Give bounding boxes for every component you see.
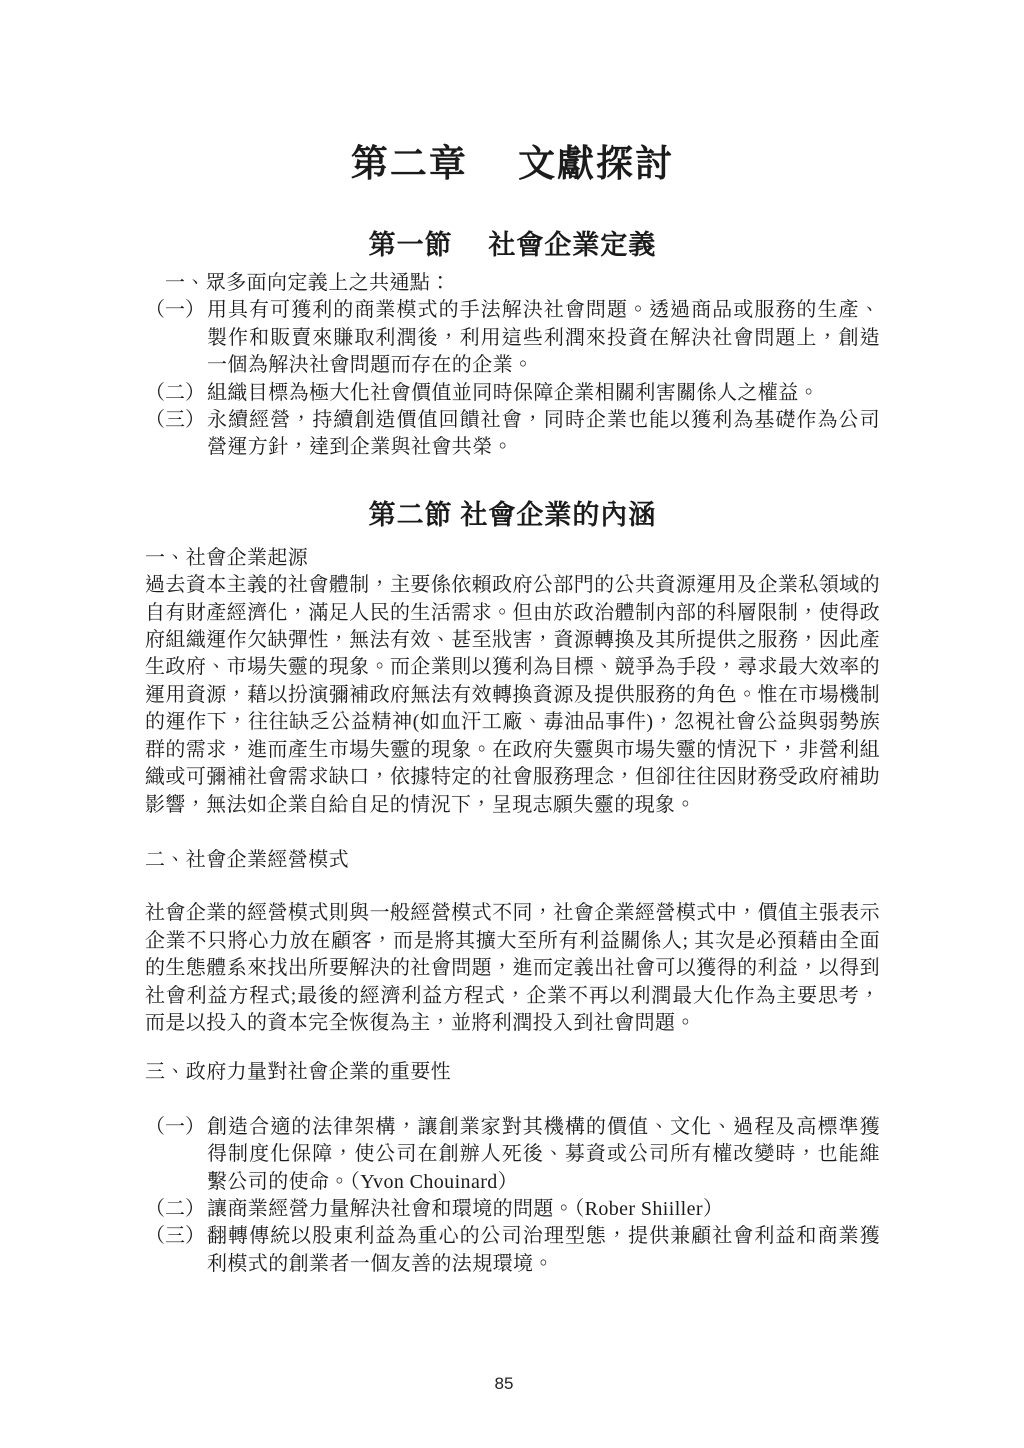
item-text: 翻轉傳統以股東利益為重心的公司治理型態，提供兼顧社會利益和商業獲利模式的創業者一個友善的法規環境。 (207, 1225, 880, 1275)
item-label: （三） (145, 409, 205, 432)
section-1-intro: 一、眾多面向定義上之共通點： (165, 272, 451, 294)
section-2-items (145, 1114, 880, 1278)
item-text: 用具有可獲利的商業模式的手法解決社會問題。透過商品或服務的生產、製作和販賣來賺取利潤後，利用這些利潤來投資在解決社會問題上，創造一個為解決社會問題而存在的企業。 (207, 299, 880, 377)
item-label: （一） (145, 1115, 205, 1138)
list-item (145, 380, 880, 407)
chapter-title: 第二章 文獻探討 (350, 144, 675, 185)
section-1-items (145, 297, 880, 461)
subsection-heading-government: 三、政府力量對社會企業的重要性 (145, 1061, 451, 1084)
subsection-heading-origin: 一、社會企業起源 (145, 546, 309, 569)
section-1-title: 第一節 社會企業定義 (368, 230, 657, 260)
item-label: （二） (145, 381, 205, 404)
list-item (145, 297, 880, 379)
list-item (145, 1114, 880, 1196)
page-content (145, 0, 880, 1278)
item-text: 永續經營，持續創造價值回饋社會，同時企業也能以獲利為基礎作為公司營運方針，達到企業與社會共榮。 (207, 409, 880, 459)
list-item (145, 407, 880, 462)
item-text: 讓商業經營力量解決社會和環境的問題。（Rober Shiiller） (207, 1197, 724, 1220)
list-item (145, 1196, 880, 1223)
list-item (145, 1223, 880, 1278)
item-text: 組織目標為極大化社會價值並同時保障企業相關利害關係人之權益。 (207, 381, 819, 404)
item-label: （一） (145, 299, 205, 322)
subsection-heading-business-model: 二、社會企業經營模式 (145, 848, 349, 871)
item-text: 創造合適的法律架構，讓創業家對其機構的價值、文化、過程及高標準獲得制度化保障，使公司在創辦人死後、募資或公司所有權改變時，也能維繫公司的使命。（Yvon Chouinard） (207, 1115, 880, 1193)
item-label: （三） (145, 1225, 205, 1248)
page-number: 85 (494, 1374, 514, 1393)
paragraph-business-model: 社會企業的經營模式則與一般經營模式不同，社會企業經營模式中，價值主張表示企業不只將心力放在顧客，而是將其擴大至所有利益關係人; 其次是必預藉由全面的生態體系來找出所要解決的社會問題，進而定義出社會可以獲得的利益，以得到社會利益方程式;最後的經濟利益方程式，企業不再以利潤最大化作為主要思考，而是以投入的資本完全恢復為主，並將利潤投入到社會問題。 (145, 902, 880, 1034)
item-label: （二） (145, 1197, 205, 1220)
section-2-title: 第二節 社會企業的內涵 (368, 499, 657, 530)
paragraph-origin: 過去資本主義的社會體制，主要係依賴政府公部門的公共資源運用及企業私領域的自有財產經濟化，滿足人民的生活需求。但由於政治體制內部的科層限制，使得政府組織運作欠缺彈性，無法有效、甚至戕害，資源轉換及其所提供之服務，因此產生政府、市場失靈的現象。而企業則以獲利為目標、競爭為手段，尋求最大效率的運用資源，藉以扮演彌補政府無法有效轉換資源及提供服務的角色。惟在市場機制的運作下，往往缺乏公益精神(如血汗工廠、毒油品事件)，忽視社會公益與弱勢族群的需求，進而產生市場失靈的現象。在政府失靈與市場失靈的情況下，非營利組織或可彌補社會需求缺口，依據特定的社會服務理念，但卻往往因財務受政府補助影響，無法如企業自給自足的情況下，呈現志願失靈的現象。 (145, 574, 880, 816)
